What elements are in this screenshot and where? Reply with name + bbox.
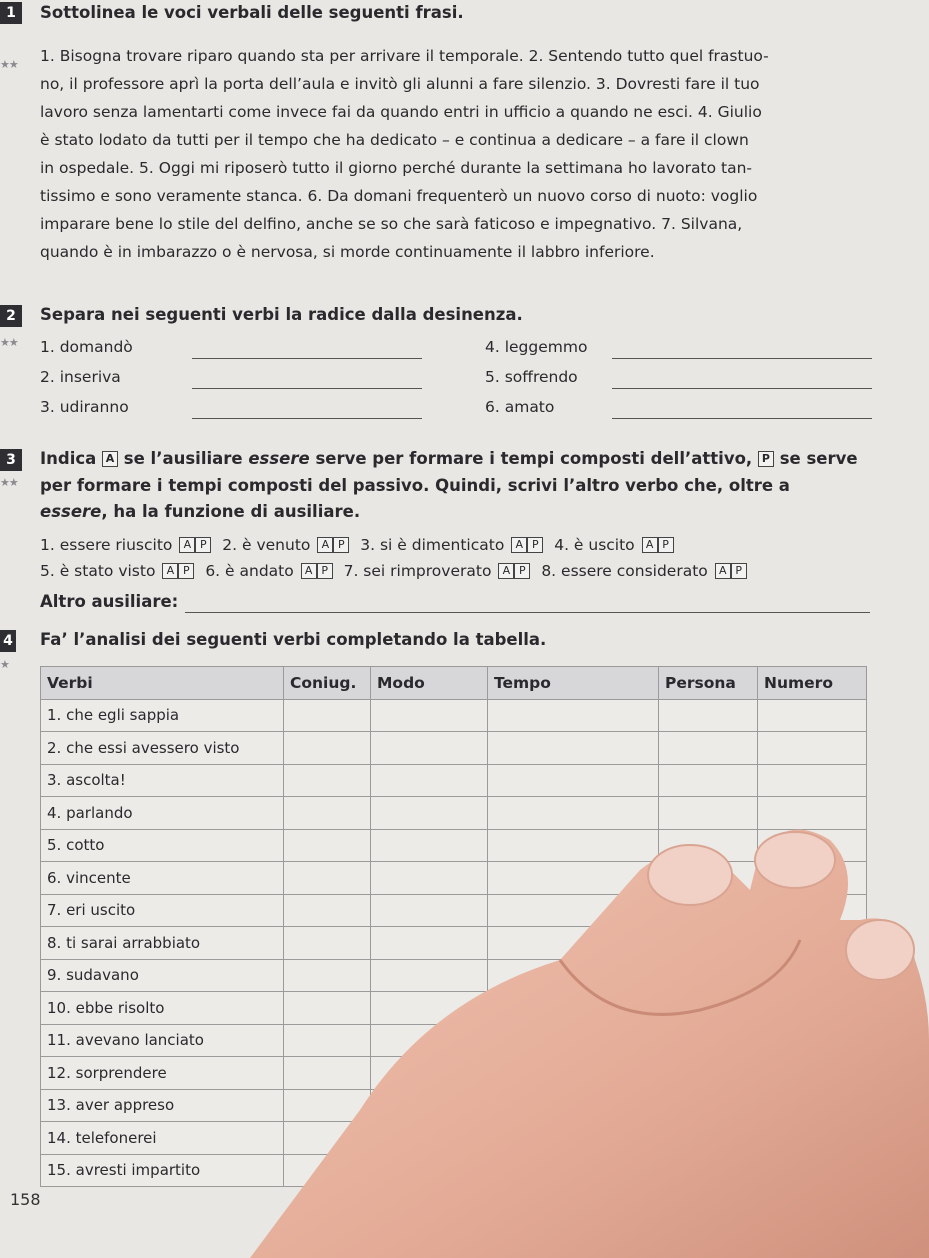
answer-blank[interactable]: [612, 358, 872, 359]
verb-cell: 4. parlando: [41, 797, 284, 830]
table-row: [41, 992, 867, 1025]
answer-blank[interactable]: [192, 418, 422, 419]
p-choice-box[interactable]: P: [731, 563, 747, 579]
p-choice-box[interactable]: P: [195, 537, 211, 553]
answer-cell[interactable]: [758, 1089, 867, 1122]
answer-cell[interactable]: [488, 992, 659, 1025]
answer-cell[interactable]: [371, 797, 488, 830]
answer-cell[interactable]: [371, 927, 488, 960]
p-choice-box[interactable]: P: [658, 537, 674, 553]
answer-cell[interactable]: [284, 1024, 371, 1057]
title-part: Indica: [40, 449, 97, 468]
exercise-2-title: Separa nei seguenti verbi la radice dalla desinenza.: [40, 305, 523, 324]
col-numero: Numero: [758, 667, 867, 700]
answer-cell[interactable]: [488, 829, 659, 862]
answer-cell[interactable]: [371, 992, 488, 1025]
answer-cell[interactable]: [371, 862, 488, 895]
table-header-row: [41, 667, 867, 700]
verb-cell: 12. sorprendere: [41, 1057, 284, 1090]
table-row: [41, 699, 867, 732]
answer-cell[interactable]: [284, 764, 371, 797]
table-row: [41, 1089, 867, 1122]
answer-cell[interactable]: [488, 1057, 659, 1090]
exercise-3-title: [40, 449, 858, 469]
answer-cell[interactable]: [659, 1057, 758, 1090]
answer-cell[interactable]: [488, 1089, 659, 1122]
answer-cell[interactable]: [284, 992, 371, 1025]
verb-cell: 1. che egli sappia: [41, 699, 284, 732]
a-box-icon: A: [102, 451, 118, 467]
ex2-item: 5. soffrendo: [485, 368, 578, 386]
answer-cell[interactable]: [284, 862, 371, 895]
answer-cell[interactable]: [488, 862, 659, 895]
answer-cell[interactable]: [659, 894, 758, 927]
answer-cell[interactable]: [488, 927, 659, 960]
answer-cell[interactable]: [371, 699, 488, 732]
answer-blank[interactable]: [192, 358, 422, 359]
exercise-4-badge: 4: [0, 630, 16, 652]
table-row: [41, 1024, 867, 1057]
a-choice-box[interactable]: A: [642, 537, 658, 553]
ex3-item: 4. è uscito: [554, 536, 635, 554]
text-line: imparare bene lo stile del delfino, anche se so che sarà faticoso e impegnativo. 7. Silvana,: [40, 215, 743, 233]
altro-ausiliare-label: Altro ausiliare:: [40, 592, 179, 611]
answer-cell[interactable]: [284, 894, 371, 927]
verb-cell: 14. telefonerei: [41, 1122, 284, 1155]
title-part: essere: [248, 449, 310, 468]
title-part: se l’ausiliare: [123, 449, 243, 468]
ex3-item: 1. essere riuscito: [40, 536, 173, 554]
answer-cell[interactable]: [371, 1024, 488, 1057]
col-coniug: Coniug.: [284, 667, 371, 700]
table-row: [41, 1057, 867, 1090]
exercise-3-title-line2: per formare i tempi composti del passivo. Quindi, scrivi l’altro verbo che, oltre a: [40, 476, 790, 495]
verb-cell: 10. ebbe risolto: [41, 992, 284, 1025]
answer-cell[interactable]: [758, 927, 867, 960]
difficulty-stars-icon: ★★: [0, 336, 18, 349]
answer-cell[interactable]: [371, 1122, 488, 1155]
ex3-item: 5. è stato visto: [40, 562, 156, 580]
table-row: [41, 764, 867, 797]
title-part: essere: [40, 502, 102, 521]
answer-cell[interactable]: [488, 1122, 659, 1155]
table-row: [41, 732, 867, 765]
answer-cell[interactable]: [284, 959, 371, 992]
verb-cell: 15. avresti impartito: [41, 1154, 284, 1187]
col-persona: Persona: [659, 667, 758, 700]
answer-cell[interactable]: [488, 699, 659, 732]
answer-cell[interactable]: [371, 732, 488, 765]
ex3-item: 7. sei rimproverato: [343, 562, 492, 580]
title-part: se serve: [779, 449, 858, 468]
verb-cell: 9. sudavano: [41, 959, 284, 992]
exercise-2-badge: 2: [0, 305, 22, 327]
answer-cell[interactable]: [758, 829, 867, 862]
a-choice-box[interactable]: A: [511, 537, 527, 553]
answer-blank[interactable]: [612, 388, 872, 389]
answer-cell[interactable]: [488, 797, 659, 830]
answer-cell[interactable]: [659, 927, 758, 960]
p-choice-box[interactable]: P: [514, 563, 530, 579]
answer-cell[interactable]: [659, 959, 758, 992]
answer-cell[interactable]: [371, 764, 488, 797]
answer-cell[interactable]: [758, 894, 867, 927]
altro-ausiliare-blank[interactable]: [185, 612, 870, 613]
verb-cell: 3. ascolta!: [41, 764, 284, 797]
table-row: [41, 829, 867, 862]
verb-cell: 7. eri uscito: [41, 894, 284, 927]
p-choice-box[interactable]: P: [317, 563, 333, 579]
ex2-item: 4. leggemmo: [485, 338, 588, 356]
exercise-4-title: Fa’ l’analisi dei seguenti verbi completando la tabella.: [40, 630, 547, 649]
answer-cell[interactable]: [659, 1024, 758, 1057]
ex2-item: 2. inseriva: [40, 368, 121, 386]
p-choice-box[interactable]: P: [178, 563, 194, 579]
answer-cell[interactable]: [284, 797, 371, 830]
ex3-item: 8. essere considerato: [541, 562, 708, 580]
answer-cell[interactable]: [284, 1089, 371, 1122]
answer-cell[interactable]: [758, 1154, 867, 1187]
exercise-1-title: Sottolinea le voci verbali delle seguenti frasi.: [40, 3, 464, 22]
col-verbi: Verbi: [41, 667, 284, 700]
verb-cell: 2. che essi avessero visto: [41, 732, 284, 765]
answer-cell[interactable]: [284, 927, 371, 960]
answer-cell[interactable]: [659, 1089, 758, 1122]
difficulty-stars-icon: ★★: [0, 58, 18, 71]
table-row: [41, 1154, 867, 1187]
answer-cell[interactable]: [758, 732, 867, 765]
p-choice-box[interactable]: P: [333, 537, 349, 553]
ex3-item: 6. è andato: [205, 562, 294, 580]
answer-cell[interactable]: [659, 732, 758, 765]
a-choice-box[interactable]: A: [179, 537, 195, 553]
col-tempo: Tempo: [488, 667, 659, 700]
answer-cell[interactable]: [284, 1122, 371, 1155]
ex3-row-2: [40, 562, 753, 581]
answer-cell[interactable]: [284, 1057, 371, 1090]
answer-cell[interactable]: [488, 959, 659, 992]
ex2-item: 1. domandò: [40, 338, 133, 356]
answer-cell[interactable]: [488, 1154, 659, 1187]
text-line: è stato lodato da tutti per il tempo che ha dedicato – e continua a dedicare – a fare il clown: [40, 131, 749, 149]
p-box-icon: P: [758, 451, 774, 467]
table-row: [41, 1122, 867, 1155]
a-choice-box[interactable]: A: [498, 563, 514, 579]
exercise-1-badge: 1: [0, 2, 22, 24]
text-line: 1. Bisogna trovare riparo quando sta per arrivare il temporale. 2. Sentendo tutto quel frastuo-: [40, 47, 769, 65]
answer-cell[interactable]: [659, 764, 758, 797]
verb-cell: 5. cotto: [41, 829, 284, 862]
text-line: in ospedale. 5. Oggi mi riposerò tutto il giorno perché durante la settimana ho lavorato tan-: [40, 159, 753, 177]
answer-cell[interactable]: [758, 959, 867, 992]
ex2-item: 6. amato: [485, 398, 555, 416]
answer-cell[interactable]: [659, 1154, 758, 1187]
table-row: [41, 959, 867, 992]
a-choice-box[interactable]: A: [715, 563, 731, 579]
verb-cell: 6. vincente: [41, 862, 284, 895]
answer-cell[interactable]: [488, 1024, 659, 1057]
answer-cell[interactable]: [659, 797, 758, 830]
ex2-item: 3. udiranno: [40, 398, 129, 416]
answer-cell[interactable]: [659, 699, 758, 732]
table-row: [41, 894, 867, 927]
ex3-item: 2. è venuto: [222, 536, 311, 554]
exercise-3-title-line3: [40, 502, 360, 521]
answer-cell[interactable]: [371, 894, 488, 927]
verb-analysis-table: [40, 666, 867, 1187]
answer-cell[interactable]: [659, 1122, 758, 1155]
answer-cell[interactable]: [284, 1154, 371, 1187]
answer-cell[interactable]: [488, 764, 659, 797]
answer-cell[interactable]: [659, 862, 758, 895]
text-line: tissimo e sono veramente stanca. 6. Da domani frequenterò un nuovo corso di nuoto: voglio: [40, 187, 758, 205]
title-part: serve per formare i tempi composti dell’attivo,: [315, 449, 753, 468]
answer-cell[interactable]: [371, 1154, 488, 1187]
a-choice-box[interactable]: A: [317, 537, 333, 553]
answer-cell[interactable]: [758, 764, 867, 797]
table-row: [41, 862, 867, 895]
a-choice-box[interactable]: A: [162, 563, 178, 579]
answer-cell[interactable]: [284, 732, 371, 765]
title-part: , ha la funzione di ausiliare.: [101, 502, 361, 521]
answer-cell[interactable]: [659, 829, 758, 862]
answer-cell[interactable]: [284, 829, 371, 862]
answer-cell[interactable]: [284, 699, 371, 732]
answer-cell[interactable]: [488, 894, 659, 927]
answer-cell[interactable]: [371, 1089, 488, 1122]
answer-cell[interactable]: [758, 699, 867, 732]
answer-cell[interactable]: [371, 959, 488, 992]
text-line: lavoro senza lamentarti come invece fai da quando entri in ufficio a quando ne esci. 4. Giulio: [40, 103, 762, 121]
answer-cell[interactable]: [758, 1057, 867, 1090]
verb-cell: 8. ti sarai arrabbiato: [41, 927, 284, 960]
answer-blank[interactable]: [612, 418, 872, 419]
p-choice-box[interactable]: P: [527, 537, 543, 553]
exercise-3-badge: 3: [0, 449, 22, 471]
exercise-1-text: [40, 42, 890, 266]
answer-cell[interactable]: [758, 1024, 867, 1057]
col-modo: Modo: [371, 667, 488, 700]
text-line: no, il professore aprì la porta dell’aula e invitò gli alunni a fare silenzio. 3. Dovresti fare il tuo: [40, 75, 760, 93]
ex3-item: 3. si è dimenticato: [360, 536, 505, 554]
table-row: [41, 797, 867, 830]
answer-cell[interactable]: [659, 992, 758, 1025]
page-number: 158: [10, 1190, 41, 1209]
ex3-row-1: [40, 536, 680, 555]
answer-cell[interactable]: [488, 732, 659, 765]
table-row: [41, 927, 867, 960]
answer-cell[interactable]: [371, 829, 488, 862]
difficulty-star-icon: ★: [0, 658, 9, 671]
answer-cell[interactable]: [758, 797, 867, 830]
verb-cell: 13. aver appreso: [41, 1089, 284, 1122]
difficulty-stars-icon: ★★: [0, 476, 18, 489]
text-line: quando è in imbarazzo o è nervosa, si morde continuamente il labbro inferiore.: [40, 243, 655, 261]
a-choice-box[interactable]: A: [301, 563, 317, 579]
answer-cell[interactable]: [758, 862, 867, 895]
verb-cell: 11. avevano lanciato: [41, 1024, 284, 1057]
answer-cell[interactable]: [758, 1122, 867, 1155]
answer-blank[interactable]: [192, 388, 422, 389]
answer-cell[interactable]: [371, 1057, 488, 1090]
answer-cell[interactable]: [758, 992, 867, 1025]
